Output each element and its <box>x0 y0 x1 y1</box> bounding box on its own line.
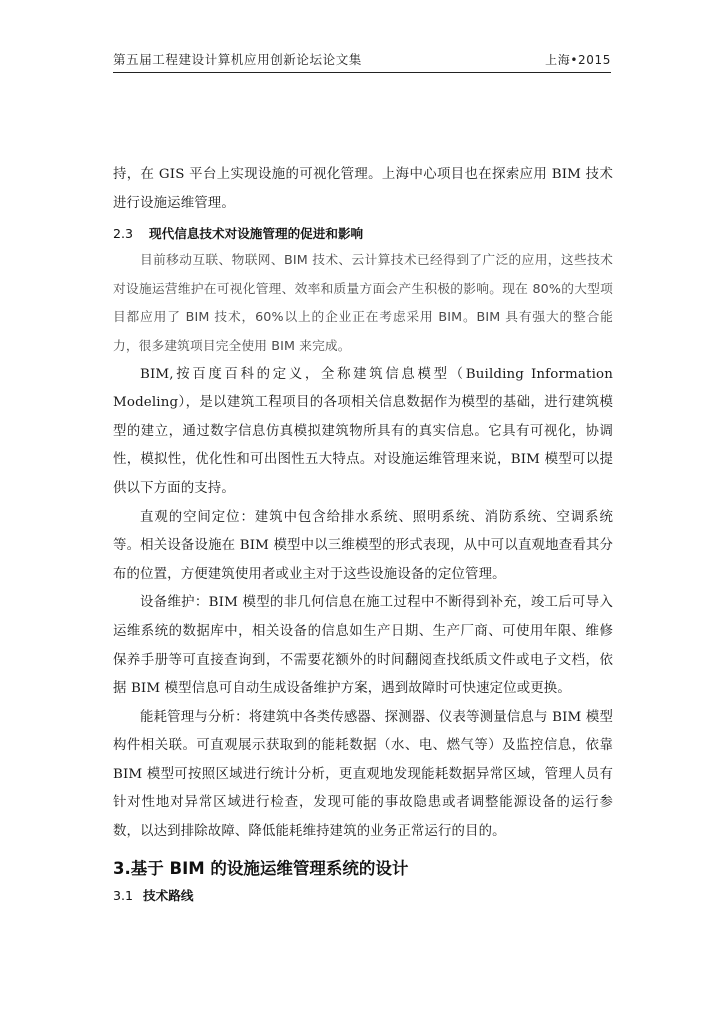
section-heading-2-3 <box>113 222 613 246</box>
section-number: 3.1 <box>113 887 134 903</box>
paragraph-continuation: 持，在 GIS 平台上实现设施的可视化管理。上海中心项目也在探索应用 BIM 技术进行设施运维管理。 <box>113 167 613 211</box>
paragraph-it-impact: 目前移动互联、物联网、BIM 技术、云计算技术已经得到了广泛的应用，这些技术对设施运营维护在可视化管理、效率和质量方面会产生积极的影响。现在 80%的大型项目都应用了 BIM 技术，60%以上的企业正在考虑采用 BIM。BIM 具有强大的整合能力，很多建筑项目完全使用 BIM 来完成。 <box>113 252 613 353</box>
section-heading-3: 3.基于 BIM 的设施运维管理系统的设计 <box>113 858 409 878</box>
paragraph-equipment-maintenance: 设备维护：BIM 模型的非几何信息在施工过程中不断得到补充，竣工后可导入运维系统的数据库中，相关设备的信息如生产日期、生产厂商、可使用年限、维修保养手册等可直接查询到，不需要花额外的时间翻阅查找纸质文件或电子文档，依据 BIM 模型信息可自动生成设备维护方案，遇到故障时可快速定位或更换。 <box>113 595 613 697</box>
proceedings-title: 第五届工程建设计算机应用创新论坛论文集 <box>113 52 362 67</box>
body-text <box>113 161 613 907</box>
section-heading-3-1 <box>113 885 613 907</box>
place-year: 上海•2015 <box>545 53 611 67</box>
running-header <box>113 50 611 73</box>
section-title: 技术路线 <box>143 887 194 903</box>
section-title: 现代信息技术对设施管理的促进和影响 <box>149 226 364 242</box>
paragraph-spatial-positioning: 直观的空间定位：建筑中包含给排水系统、照明系统、消防系统、空调系统等。相关设备设施在 BIM 模型中以三维模型的形式表现，从中可以直观地查看其分布的位置，方便建筑使用者或业主对于这些设施设备的定位管理。 <box>113 509 613 582</box>
section-number: 2.3 <box>113 226 134 242</box>
paragraph-energy-management: 能耗管理与分析：将建筑中各类传感器、探测器、仪表等测量信息与 BIM 模型构件相关联。可直观展示获取到的能耗数据（水、电、燃气等）及监控信息，依靠 BIM 模型可按照区域进行统计分析，更直观地发现能耗数据异常区域，管理人员有针对性地对异常区域进行检查，发现可能的事故隐患或者调整能源设备的运行参数，以达到排除故障、降低能耗维持建筑的业务正常运行的目的。 <box>113 709 613 840</box>
paragraph-bim-definition: BIM,按百度百科的定义，全称建筑信息模型（Building Information Modeling），是以建筑工程项目的各项相关信息数据作为模型的基础，进行建筑模型的建立，通过数字信息仿真模拟建筑物所具有的真实信息。它具有可视化，协调性，模拟性，优化性和可出图性五大特点。对设施运维管理来说，BIM 模型可以提供以下方面的支持。 <box>113 366 613 496</box>
